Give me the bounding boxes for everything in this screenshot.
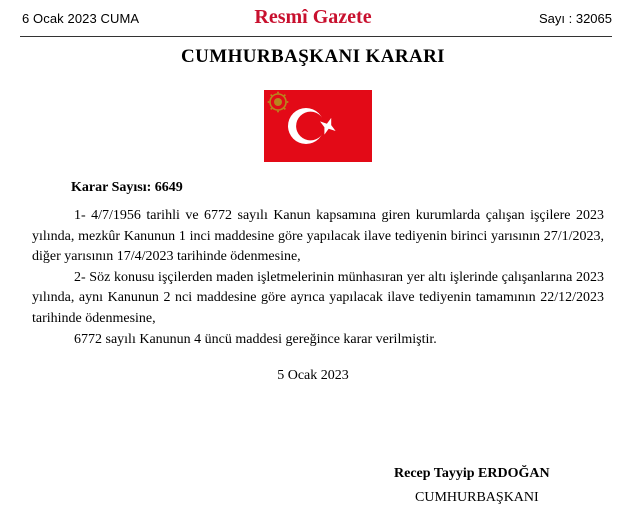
issue-date: 6 Ocak 2023 CUMA — [22, 11, 140, 26]
paragraph-3: 6772 sayılı Kanunun 4 üncü maddesi gereğince karar verilmiştir. — [74, 331, 437, 347]
flag-crescent-inner — [296, 112, 325, 141]
decision-body — [32, 206, 604, 350]
signer-title: CUMHURBAŞKANI — [415, 490, 539, 505]
paragraph-2: 2- Söz konusu işçilerden maden işletmelerinin münhasıran yer altı işlerinde çalışanlarına 2023 yılında, aynı Kanunun 2 nci maddesine göre ayrıca yapılacak ilave tediyenin tamamının 22/12/2023 tarihinde ödenmesine, — [32, 269, 604, 326]
header-divider — [20, 36, 612, 37]
issue-number: Sayı : 32065 — [539, 11, 612, 26]
decision-date: 5 Ocak 2023 — [277, 368, 349, 383]
paragraph-1: 1- 4/7/1956 tarihli ve 6772 sayılı Kanun kapsamına giren kurumlarda çalışan işçilere 2023 yılında, mezkûr Kanunun 1 inci maddesine göre yapılacak ilave tediyenin birinci yarısının 27/1/2023, diğer yarısının 17/4/2023 tarihinde ödenmesine, — [32, 208, 604, 265]
signer-name: Recep Tayyip ERDOĞAN — [394, 466, 550, 481]
gazette-title: Resmî Gazete — [254, 6, 372, 28]
gazette-header — [0, 0, 626, 36]
decision-number: Karar Sayısı: 6649 — [71, 180, 183, 195]
document-title: CUMHURBAŞKANI KARARI — [181, 46, 445, 67]
presidential-seal-icon — [264, 90, 292, 114]
